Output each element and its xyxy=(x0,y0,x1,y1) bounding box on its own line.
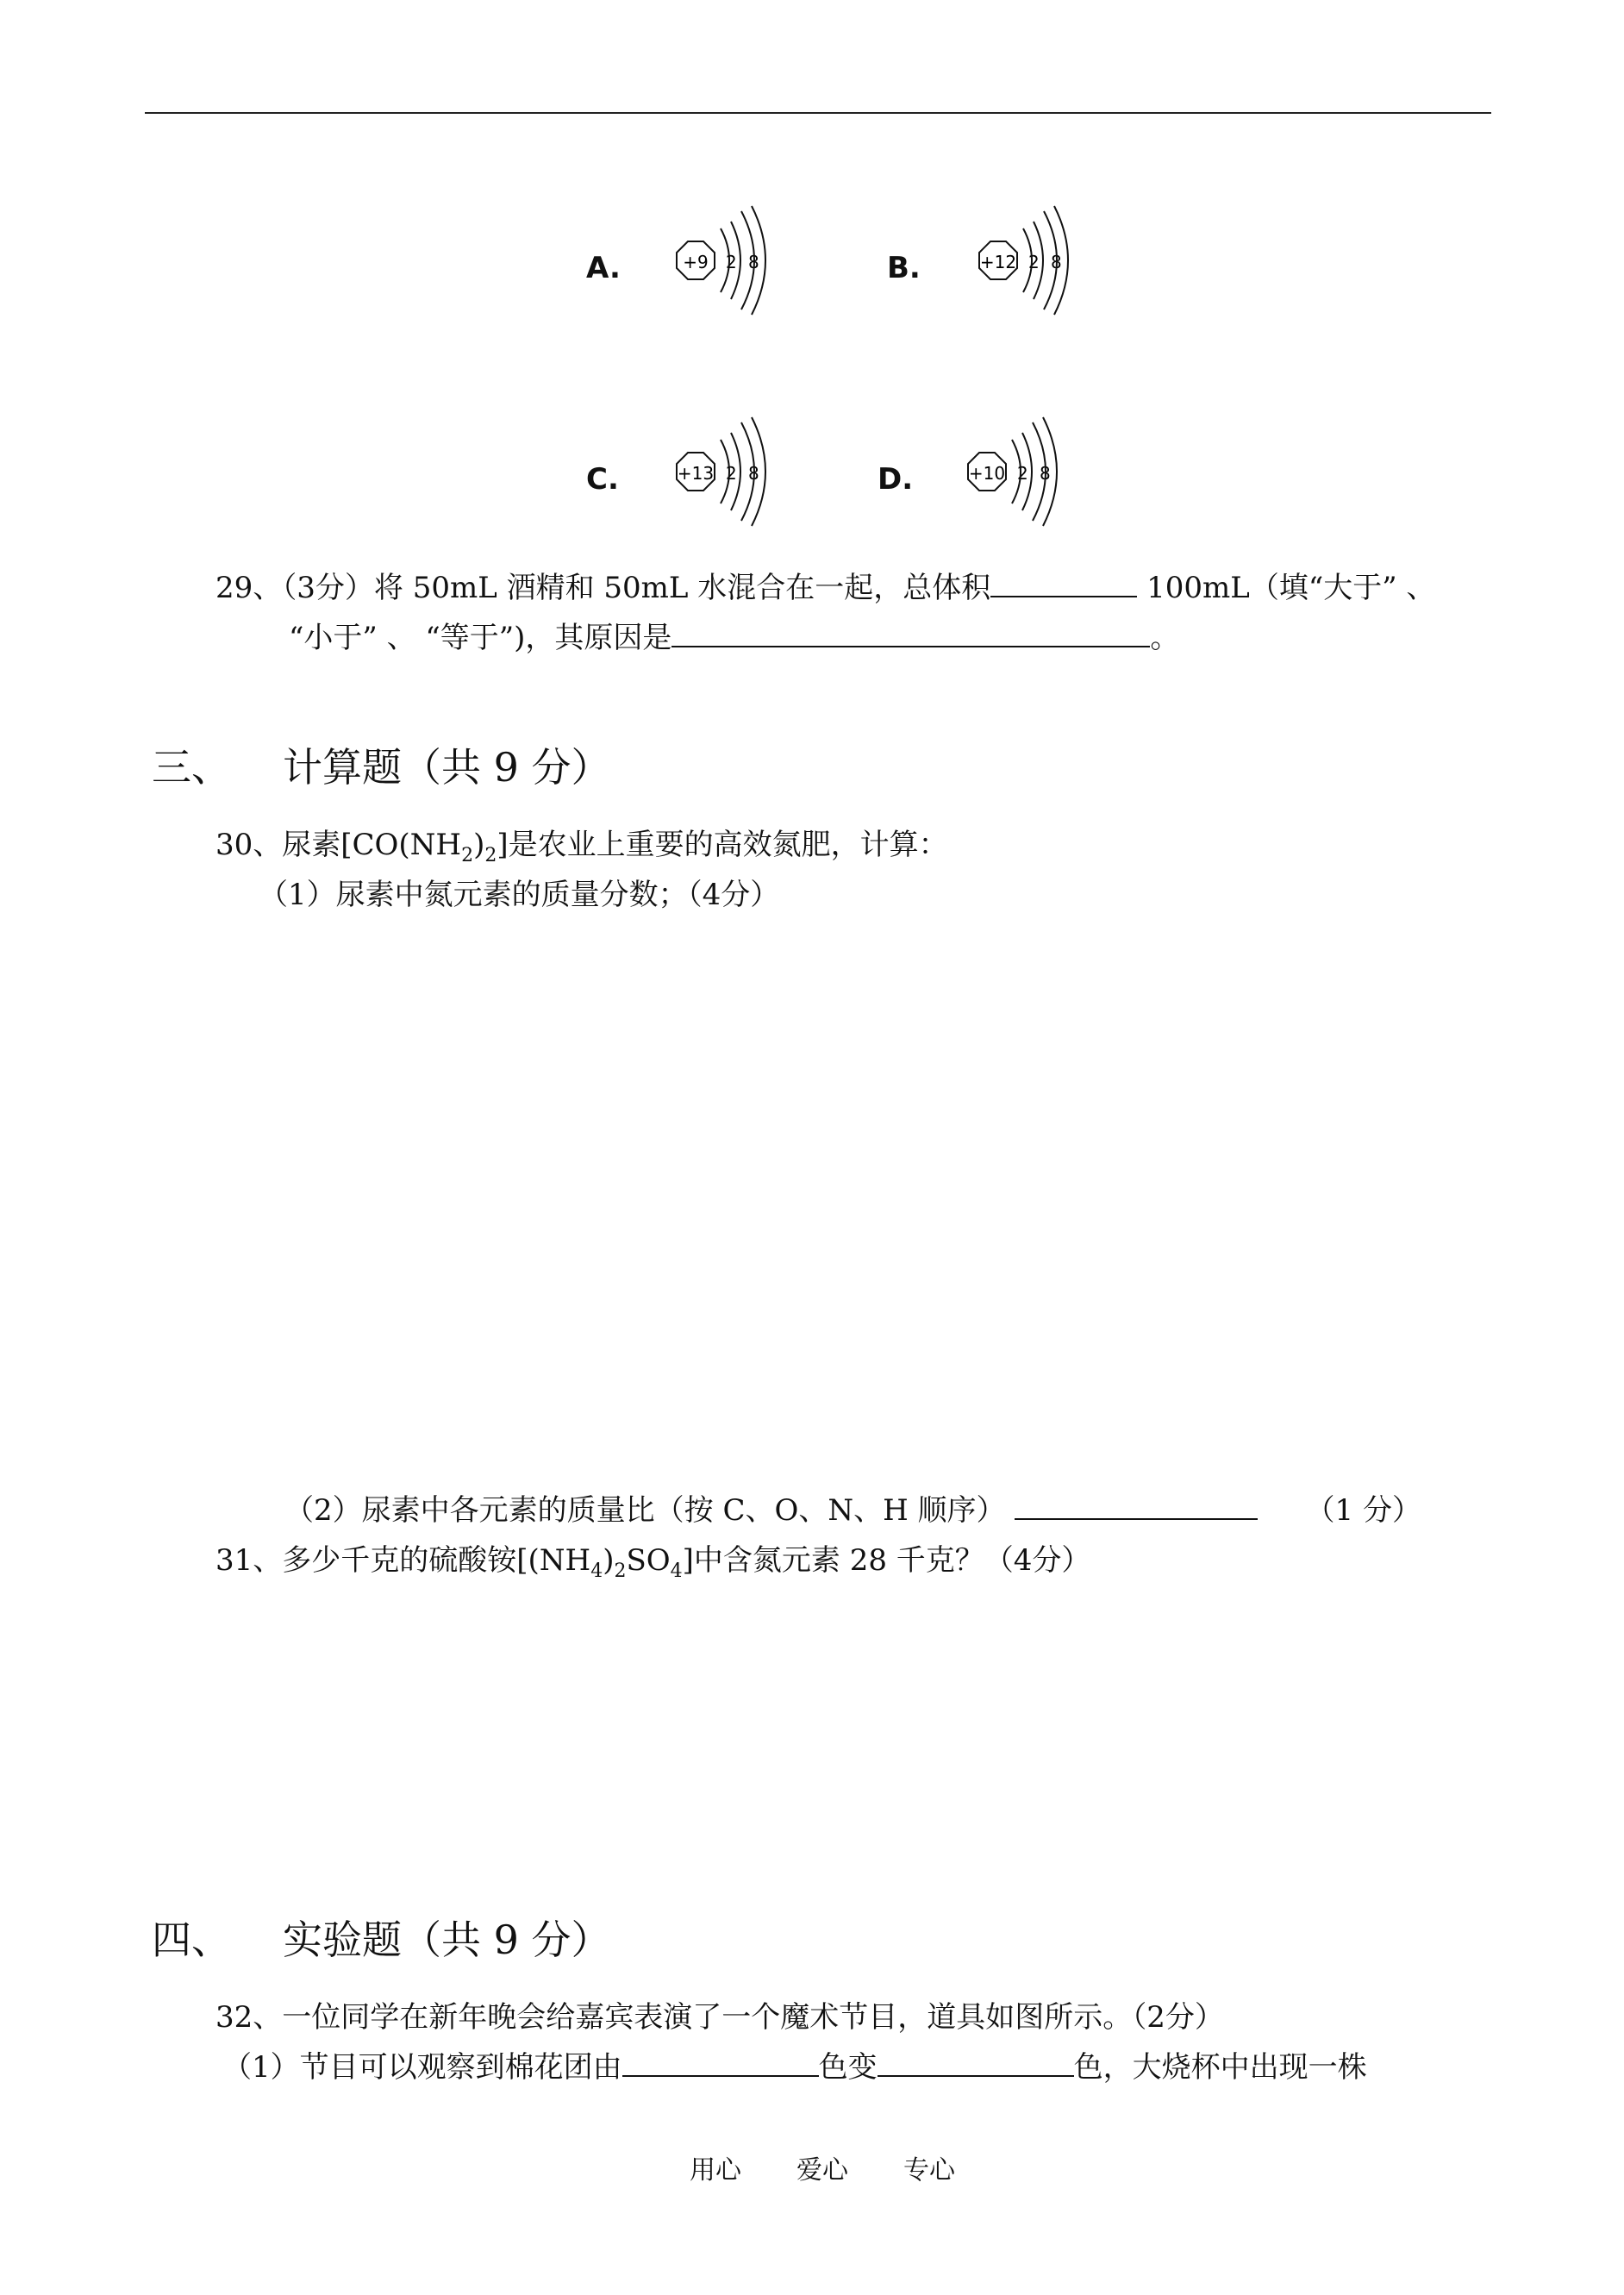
page-footer xyxy=(690,2148,955,2186)
atom-diagram-a xyxy=(578,203,802,332)
svg-text:2: 2 xyxy=(726,463,737,484)
atom-shell-icon xyxy=(932,203,1104,332)
footer-text: 爱心 xyxy=(796,2155,848,2186)
svg-text:8: 8 xyxy=(748,252,759,272)
question-30-part2: （2）尿素中各元素的质量比（按 C、O、N、H 顺序） （1 分） xyxy=(284,1493,1421,1528)
footer-text: 用心 xyxy=(690,2155,741,2186)
footer-text: 专心 xyxy=(903,2155,955,2186)
svg-text:8: 8 xyxy=(1040,463,1051,484)
answer-space-30-1[interactable] xyxy=(215,931,1422,1466)
section-3-number: 三、 xyxy=(152,744,231,791)
answer-blank-29b[interactable] xyxy=(671,620,1150,647)
question-29-line1: 29、（3分）将 50mL 酒精和 50mL 水混合在一起，总体积 100mL（填“大于” 、 xyxy=(215,571,1436,605)
question-30-part1: （1）尿素中氮元素的质量分数；（4分） xyxy=(259,878,780,912)
option-label: B. xyxy=(887,251,921,285)
answer-blank-32b[interactable] xyxy=(878,2049,1074,2077)
svg-text:+13: +13 xyxy=(677,463,715,484)
question-32-part1: （1）节目可以观察到棉花团由 色变 色，大烧杯中出现一株 xyxy=(222,2050,1367,2085)
question-31-stem: 31、多少千克的硫酸铵$[(NH_4)_2SO_4]$中含氮元素 28 千克？（4分） xyxy=(215,1543,1091,1582)
header-rule xyxy=(145,112,1491,114)
atom-shell-icon xyxy=(629,414,802,543)
answer-blank-30-2[interactable] xyxy=(1015,1492,1258,1520)
answer-blank-29a[interactable] xyxy=(990,570,1137,597)
svg-text:2: 2 xyxy=(726,252,737,272)
question-29-line2: “小于” 、 “等于”)，其原因是 。 xyxy=(289,621,1180,655)
section-4-number: 四、 xyxy=(152,1917,231,1963)
atom-shell-icon xyxy=(629,203,802,332)
svg-text:+10: +10 xyxy=(968,463,1006,484)
question-32-stem: 32、一位同学在新年晚会给嘉宾表演了一个魔术节目，道具如图所示。（2分） xyxy=(215,2000,1224,2035)
answer-blank-32a[interactable] xyxy=(622,2049,819,2077)
question-30-stem: 30、尿素$[CO(NH_2)_2]$是农业上重要的高效氮肥，计算： xyxy=(215,828,948,866)
atom-shell-icon xyxy=(921,414,1093,543)
svg-text:8: 8 xyxy=(748,463,759,484)
svg-text:2: 2 xyxy=(1017,463,1028,484)
atom-diagram-d xyxy=(871,414,1095,543)
atom-diagram-b xyxy=(884,203,1108,332)
svg-text:2: 2 xyxy=(1028,252,1040,272)
section-3-title: 计算题（共 9 分） xyxy=(283,744,611,791)
option-label: C. xyxy=(586,462,619,497)
option-label: A. xyxy=(586,251,621,285)
section-4-title: 实验题（共 9 分） xyxy=(283,1917,611,1963)
option-label: D. xyxy=(878,462,914,497)
svg-text:+9: +9 xyxy=(683,252,709,272)
answer-space-31[interactable] xyxy=(215,1595,1422,1879)
svg-text:+12: +12 xyxy=(979,252,1017,272)
atom-diagram-c xyxy=(578,414,802,543)
svg-text:8: 8 xyxy=(1051,252,1062,272)
